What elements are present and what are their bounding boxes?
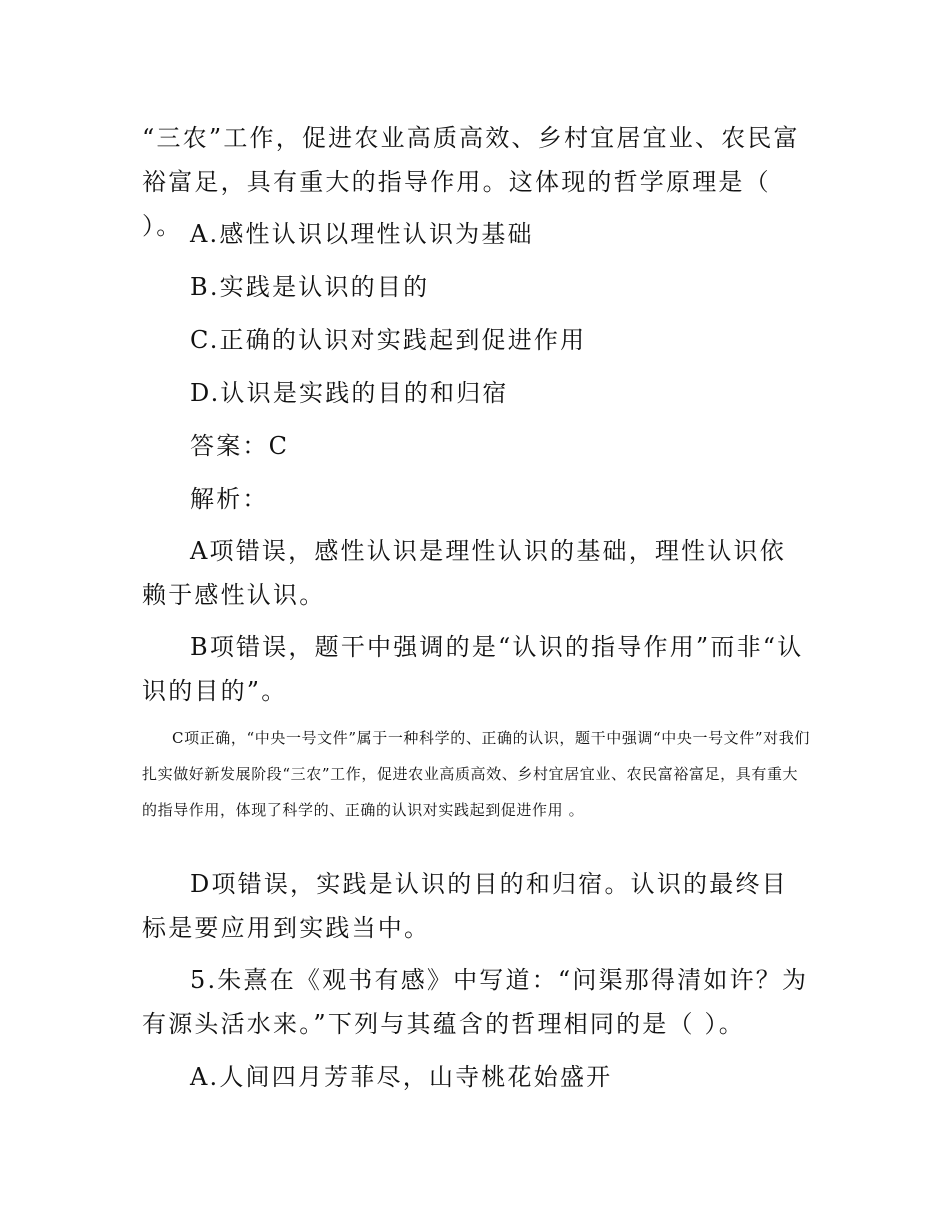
question-stem-continuation: “三农”工作，促进农业高质高效、乡村宜居宜业、农民富裕富足，具有重大的指导作用。这体现的哲学原理是（ ）。 — [142, 124, 800, 240]
analysis-option-d: D项错误，实践是认识的目的和归宿。认识的最终目标是要应用到实践当中。 — [142, 870, 788, 942]
analysis-heading: 解析： — [190, 485, 269, 513]
answer: 答案：C — [190, 432, 290, 460]
analysis-option-c: C项正确，“中央一号文件”属于一种科学的、正确的认识，题干中强调“中央一号文件”对我们扎实做好新发展阶段“三农”工作，促进农业高质高效、乡村宜居宜业、农民富裕富足，具有重大的指导作用，体现了科学的、正确的认识对实践起到促进作用 。 — [142, 729, 810, 819]
analysis-option-b: B项错误，题干中强调的是“认识的指导作用”而非“认识的目的”。 — [142, 633, 804, 705]
question-5-stem: 5.朱熹在《观书有感》中写道：“问渠那得清如许？为有源头活水来。”下列与其蕴含的哲理相同的是（ ）。 — [142, 966, 809, 1038]
analysis-option-a: A项错误，感性认识是理性认识的基础，理性认识依赖于感性认识。 — [142, 537, 786, 609]
question-5-option-a: A.人间四月芳菲尽，山寺桃花始盛开 — [190, 1063, 613, 1091]
option-c: C.正确的认识对实践起到促进作用 — [190, 326, 587, 354]
option-a: A.感性认识以理性认识为基础 — [190, 220, 534, 248]
option-b: B.实践是认识的目的 — [190, 273, 430, 301]
option-d: D.认识是实践的目的和归宿 — [190, 379, 509, 407]
